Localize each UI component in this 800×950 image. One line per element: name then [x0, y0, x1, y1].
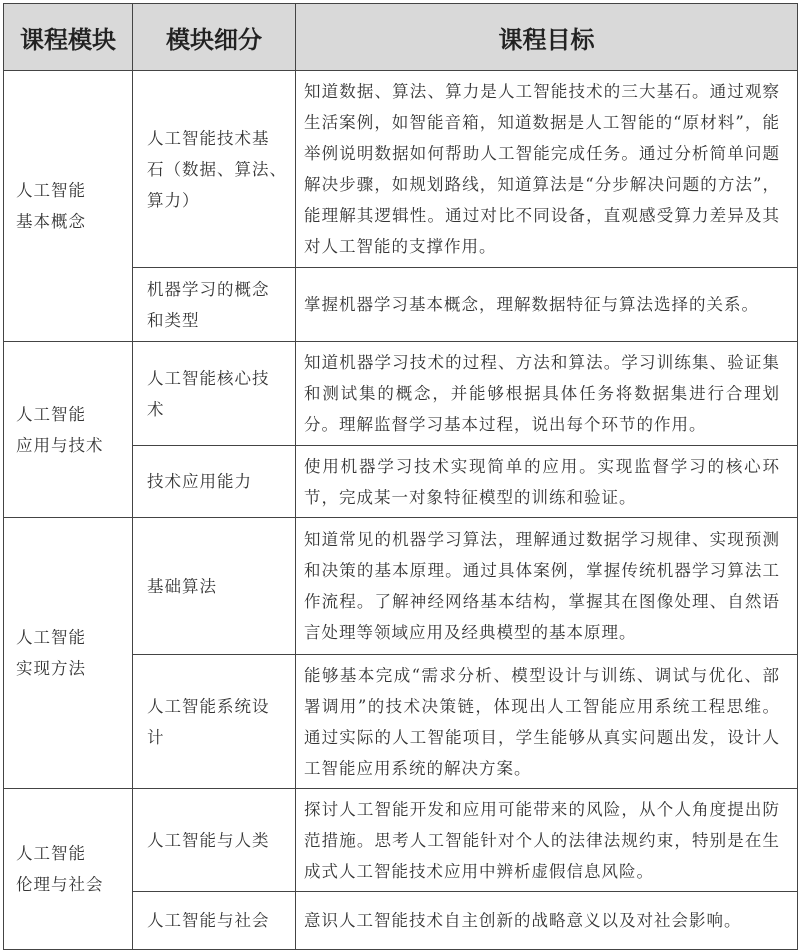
header-module-subdivision: 模块细分: [133, 4, 296, 71]
table-row: [4, 342, 798, 446]
table-row: [4, 789, 798, 892]
module-cell-application-technology: [4, 342, 133, 518]
curriculum-table: [3, 3, 798, 950]
goal-cell: [296, 892, 798, 950]
module-cell-implementation-methods: [4, 518, 133, 789]
subdivision-cell: [133, 892, 296, 950]
goal-text: 探讨人工智能开发和应用可能带来的风险，从个人角度提出防范措施。思考人工智能针对个人的法律法规约束，特别是在生成式人工智能技术应用中辨析虚假信息风险。: [304, 799, 780, 881]
subdivision-cell: [133, 789, 296, 892]
goal-cell: [296, 71, 798, 268]
goal-text: 意识人工智能技术自主创新的战略意义以及对社会影响。: [304, 911, 742, 930]
goal-cell: [296, 342, 798, 446]
goal-cell: [296, 446, 798, 518]
module-cell-ethics-society: [4, 789, 133, 950]
subdivision-cell: [133, 518, 296, 655]
goal-text: 使用机器学习技术实现简单的应用。实现监督学习的核心环节，完成某一对象特征模型的训练和验证。: [304, 456, 780, 507]
subdivision-text: 人工智能系统设 计: [147, 696, 270, 747]
table-header: [4, 4, 798, 71]
table-body: [4, 71, 798, 950]
module-name: 人工智能 伦理与社会: [16, 844, 104, 894]
table-row: [4, 518, 798, 655]
subdivision-cell: [133, 655, 296, 789]
goal-text: 知道常见的机器学习算法，理解通过数据学习规律、实现预测和决策的基本原理。通过具体案例，掌握传统机器学习算法工作流程。了解神经网络基本结构，掌握其在图像处理、自然语言处理等领域应用及经典模型的基本原理。: [304, 530, 780, 642]
header-row: [4, 4, 798, 71]
module-name: 人工智能 实现方法: [16, 628, 86, 678]
subdivision-text: 人工智能技术基 石（数据、算法、 算力）: [147, 128, 287, 210]
subdivision-cell: [133, 71, 296, 268]
goal-text: 知道机器学习技术的过程、方法和算法。学习训练集、验证集和测试集的概念，并能够根据具体任务将数据集进行合理划分。理解监督学习基本过程，说出每个环节的作用。: [304, 353, 780, 434]
goal-cell: [296, 268, 798, 342]
module-name: 人工智能 应用与技术: [16, 404, 104, 455]
subdivision-cell: [133, 342, 296, 446]
subdivision-text: 技术应用能力: [147, 472, 252, 491]
subdivision-text: 人工智能核心技 术: [147, 368, 270, 419]
goal-text: 知道数据、算法、算力是人工智能技术的三大基石。通过观察生活案例，如智能音箱，知道数据是人工智能的“原材料”，能举例说明数据如何帮助人工智能完成任务。通过分析简单问题解决步骤，如规划路线，知道算法是“分步解决问题的方法”，能理解其逻辑性。通过对比不同设备，直观感受算力差异及其对人工智能的支撑作用。: [304, 82, 780, 256]
goal-cell: [296, 518, 798, 655]
subdivision-text: 基础算法: [147, 576, 217, 596]
goal-cell: [296, 789, 798, 892]
subdivision-text: 机器学习的概念 和类型: [147, 279, 270, 330]
table-row: [4, 71, 798, 268]
module-name: 人工智能 基本概念: [16, 181, 86, 231]
goal-text: 掌握机器学习基本概念，理解数据特征与算法选择的关系。: [304, 295, 759, 314]
subdivision-cell: [133, 268, 296, 342]
header-course-goal: 课程目标: [296, 4, 798, 71]
subdivision-text: 人工智能与人类: [147, 830, 270, 850]
subdivision-cell: [133, 446, 296, 518]
header-course-module: 课程模块: [4, 4, 133, 71]
module-cell-basic-concepts: [4, 71, 133, 342]
goal-text: 能够基本完成“需求分析、模型设计与训练、调试与优化、部署调用”的技术决策链，体现出人工智能应用系统工程思维。通过实际的人工智能项目，学生能够从真实问题出发，设计人工智能应用系统的解决方案。: [304, 665, 780, 778]
goal-cell: [296, 655, 798, 789]
subdivision-text: 人工智能与社会: [147, 911, 270, 930]
